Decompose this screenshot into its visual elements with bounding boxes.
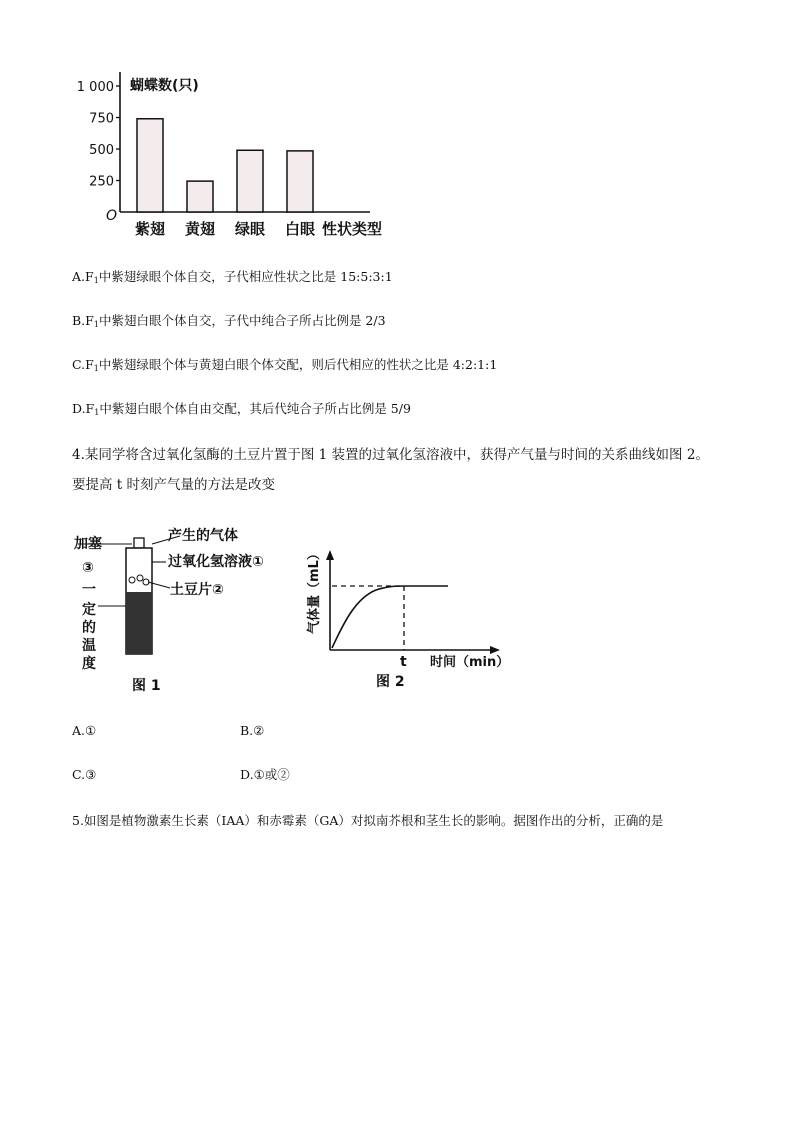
q4-option-c-text: ③ bbox=[85, 767, 97, 782]
gas-curve bbox=[332, 586, 448, 648]
label-gas: 产生的气体 bbox=[168, 528, 238, 544]
q3-option-a-label: A.F bbox=[72, 269, 94, 284]
q3-option-b-label: B.F bbox=[72, 313, 94, 328]
label-temp-2: 定 bbox=[82, 602, 96, 618]
bubble-icon bbox=[137, 575, 143, 581]
label-temp-1: 一 bbox=[82, 582, 96, 598]
q4-option-d-text: ①或② bbox=[253, 767, 290, 782]
q4-stem-line2: 要提高 t 时刻产气量的方法是改变 bbox=[72, 477, 276, 493]
category-label: 紫翅 bbox=[134, 220, 166, 238]
y-tick-label: 1 000 bbox=[76, 80, 114, 95]
butterfly-bar-chart bbox=[70, 62, 410, 247]
flask-stopper bbox=[134, 538, 144, 548]
q4-option-c-label: C. bbox=[72, 767, 86, 782]
figure-2 bbox=[306, 547, 509, 690]
bar bbox=[237, 150, 263, 212]
bar bbox=[287, 151, 313, 212]
q4-option-a-label: A. bbox=[72, 723, 86, 738]
q3-option-c-sub: 1 bbox=[93, 364, 99, 373]
y-axis-label: 蝴蝶数(只) bbox=[130, 78, 199, 94]
label-potato: 土豆片② bbox=[170, 582, 224, 598]
q4-stem-line1: 4.某同学将含过氧化氢酶的土豆片置于图 1 装置的过氧化氢溶液中，获得产气量与时间的关系曲线如图 2。 bbox=[72, 447, 709, 463]
y-tick-label: 250 bbox=[89, 174, 114, 190]
bar bbox=[137, 119, 163, 212]
q3-option-c bbox=[72, 356, 497, 378]
q4-option-b bbox=[240, 722, 264, 740]
figure-1-caption: 图 1 bbox=[132, 678, 161, 694]
label-stopper: 加塞 bbox=[74, 536, 102, 552]
figure-2-caption: 图 2 bbox=[376, 674, 405, 690]
q4-option-a bbox=[72, 722, 96, 740]
fig2-y-arrow-icon bbox=[326, 550, 334, 560]
q3-option-d-text: 中紫翅白眼个体自由交配，其后代纯合子所占比例是 5/9 bbox=[99, 401, 411, 416]
q3-option-c-text: 中紫翅绿眼个体与黄翅白眼个体交配，则后代相应的性状之比是 4:2:1:1 bbox=[98, 357, 498, 372]
q3-option-d-label: D.F bbox=[72, 401, 95, 416]
q4-option-c bbox=[72, 766, 96, 784]
y-tick-label: 500 bbox=[89, 143, 114, 158]
x-axis-label: 性状类型 bbox=[322, 220, 383, 238]
label-temp-4: 温 bbox=[82, 638, 96, 654]
label-temp-3: 的 bbox=[82, 620, 96, 636]
category-label: 白眼 bbox=[284, 220, 316, 238]
category-label: 绿眼 bbox=[234, 220, 266, 238]
figure-1 bbox=[74, 527, 264, 694]
q3-option-a bbox=[72, 268, 393, 290]
q4-option-b-label: B. bbox=[240, 723, 254, 738]
bar bbox=[187, 181, 213, 212]
q3-option-b bbox=[72, 312, 386, 334]
water-bath bbox=[126, 592, 152, 654]
fig2-t-label: t bbox=[400, 654, 407, 670]
label-solution: 过氧化氢溶液① bbox=[168, 554, 264, 570]
q4-figures bbox=[70, 522, 530, 702]
fig2-y-label: 气体量（mL） bbox=[307, 547, 322, 634]
q3-option-c-label: C.F bbox=[72, 357, 94, 372]
q3-option-d-sub: 1 bbox=[94, 408, 100, 417]
q4-option-a-text: ① bbox=[85, 723, 97, 738]
q4-option-d bbox=[240, 766, 290, 784]
q5-stem: 5.如图是植物激素生长素（IAA）和赤霉素（GA）对拟南芥根和茎生长的影响。据图作出的分析，正确的是 bbox=[72, 813, 664, 828]
y-tick-label: 750 bbox=[89, 111, 114, 127]
q3-option-a-text: 中紫翅绿眼个体自交，子代相应性状之比是 15:5:3:1 bbox=[98, 269, 393, 284]
category-label: 黄翅 bbox=[184, 220, 216, 238]
q3-option-b-text: 中紫翅白眼个体自交，子代中纯合子所占比例是 2/3 bbox=[98, 313, 386, 328]
fig2-x-label: 时间（min） bbox=[430, 655, 510, 670]
origin-label: O bbox=[106, 208, 118, 224]
q4-option-d-label: D. bbox=[240, 767, 254, 782]
q3-option-a-sub: 1 bbox=[93, 276, 99, 285]
q3-option-d bbox=[72, 400, 411, 422]
label-temp-0: ③ bbox=[82, 560, 94, 576]
fig2-x-arrow-icon bbox=[490, 646, 500, 654]
bubble-icon bbox=[129, 577, 135, 583]
label-temp-5: 度 bbox=[82, 656, 96, 672]
q4-option-b-text: ② bbox=[253, 723, 265, 738]
q3-option-b-sub: 1 bbox=[93, 320, 99, 329]
